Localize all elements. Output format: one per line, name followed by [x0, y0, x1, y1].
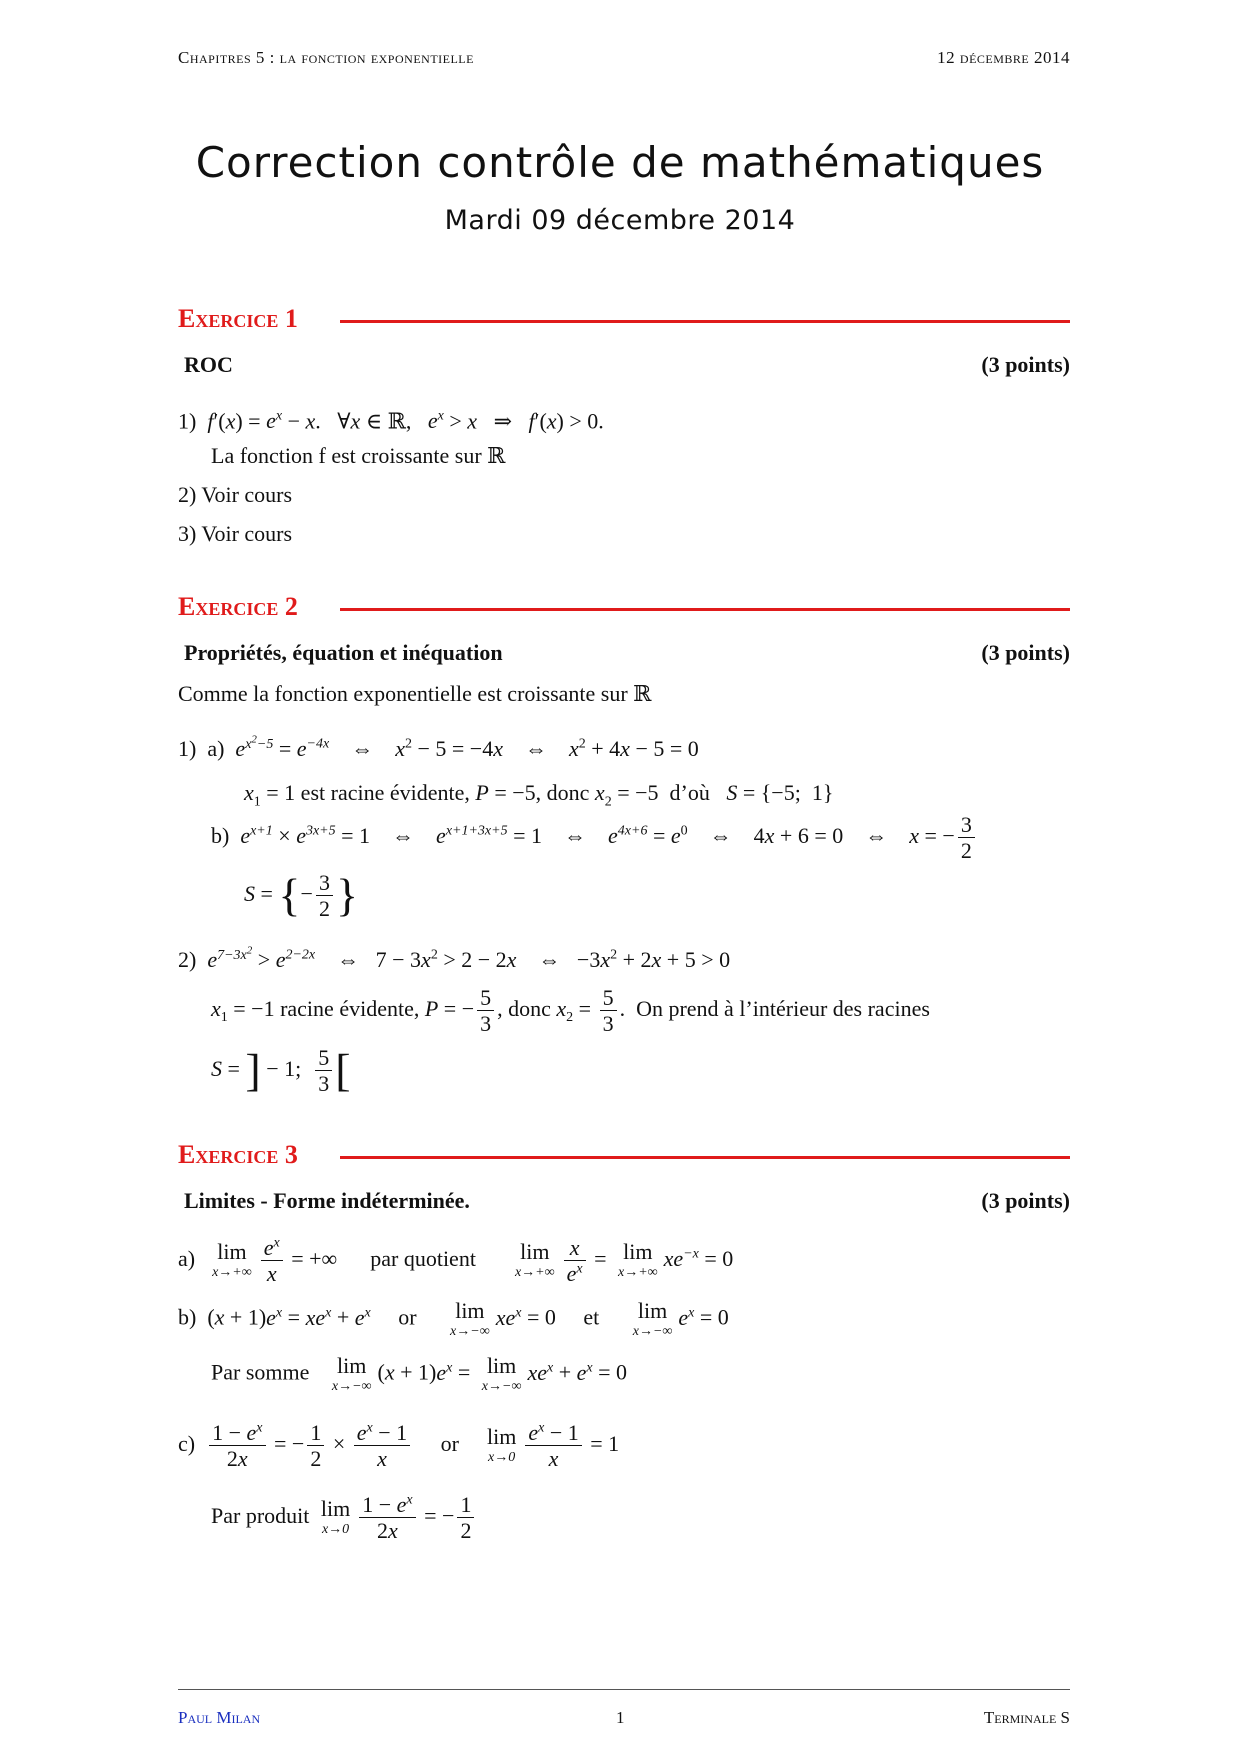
- exercise-2-heading: Exercice 2: [178, 592, 298, 621]
- exercise-3-rule: [340, 1156, 1070, 1159]
- ex3-b-somme: Par somme lim x→−∞ $(x + 1)e^x$ = lim x→−∞ $xe^x + e^x = 0$: [211, 1353, 628, 1394]
- ex2-2-inequation: 2) $e^{7-3x^2} > e^{2-2x}$ ⇔ $7 - 3x^2 > 2 - 2x$ ⇔ $-3x^2 + 2x + 5 > 0$: [178, 944, 731, 972]
- page-title: Correction contrôle de mathématiques: [195, 138, 1045, 187]
- footer-rule: [178, 1689, 1070, 1690]
- page-subtitle-date: Mardi 09 décembre 2014: [444, 205, 796, 236]
- exercise-2-rule: [340, 608, 1070, 611]
- ex3-a-limit: a) lim x→+∞ $\frac{e^x}{x}$ = +∞ par quotient lim x→+∞ $\frac{x}{e^x}$ = lim x→+∞ $xe^{-x} = 0$: [178, 1235, 734, 1287]
- exercise-3-heading: Exercice 3: [178, 1140, 298, 1169]
- header-date: 12 décembre 2014: [937, 48, 1070, 67]
- exercise-1-heading: Exercice 1: [178, 304, 298, 333]
- ex2-2-roots: $x_1 = -1$ racine évidente, P = − $\frac{5}{3}$ , donc $x_2$ = $\frac{5}{3}$ . On prend à l’intérieur des racines: [211, 985, 930, 1037]
- footer-author: Paul Milan: [178, 1708, 261, 1727]
- ex2-intro: Comme la fonction exponentielle est croissante sur ℝ: [178, 681, 652, 706]
- exercise-1-points: (3 points): [981, 352, 1070, 377]
- exercise-1-rule: [340, 320, 1070, 323]
- ex1-q1-conclusion: La fonction f est croissante sur ℝ: [211, 443, 506, 468]
- ex1-q3: 3) Voir cours: [178, 521, 293, 546]
- ex2-2-interior-note: On prend à l’intérieur des racines: [636, 995, 930, 1021]
- ex3-a-par-quotient: par quotient: [370, 1245, 476, 1271]
- exercise-3-points: (3 points): [981, 1188, 1070, 1213]
- ex2-1a-solution: $x_1 = 1$ est racine évidente, P = −5, donc $x_2 = -5$ d’où S = {−5; 1}: [244, 780, 834, 810]
- ex3-c-produit: Par produit lim x→0 $\frac{1 - e^x}{2x}$ = − $\frac{1}{2}$: [211, 1492, 477, 1544]
- ex3-c-expression: c) $\frac{1 - e^x}{2x}$ = − $\frac{1}{2}$ × $\frac{e^x - 1}{x}$ or lim x→0 $\frac{e^x - 1}{x}$ = 1: [178, 1420, 620, 1472]
- ex2-1b-equation: b) $e^{x+1} \times e^{3x+5} = 1$ ⇔ $e^{x+1+3x+5} = 1$ ⇔ $e^{4x+6} = e^0$ ⇔ 4x + 6 = 0 ⇔ x = − $\frac{3}{2}$: [211, 812, 978, 864]
- ex3-b-par-somme: Par somme: [211, 1359, 310, 1385]
- exercise-2-subtitle: Propriétés, équation et inéquation: [184, 640, 503, 665]
- exercise-1-subtitle: ROC: [184, 352, 233, 377]
- ex2-2-solution-set: S = ] − 1; $\frac{5}{3}$ [: [211, 1044, 351, 1097]
- header-chapter: Chapitres 5 : la fonction exponentielle: [178, 48, 474, 67]
- ex3-c-par-produit: Par produit: [211, 1502, 310, 1528]
- ex2-1b-solution-set: S = {− $\frac{3}{2}$ }: [244, 869, 359, 922]
- ex2-1a-equation: 1) a) $e^{x^2-5} = e^{-4x}$ ⇔ $x^2 - 5 = -4x$ ⇔ $x^2 + 4x - 5 = 0$: [178, 733, 699, 761]
- footer-page-number: 1: [616, 1708, 625, 1727]
- exercise-2-points: (3 points): [981, 640, 1070, 665]
- ex1-q1-formula: 1) $f'(x) = e^x - x$. ∀x ∈ ℝ, $e^x > x$ ⇒ f′(x) > 0.: [178, 408, 604, 434]
- ex1-q2: 2) Voir cours: [178, 482, 293, 507]
- footer-class: Terminale S: [983, 1708, 1070, 1727]
- ex3-b-expression: b) $(x + 1)e^x = xe^x + e^x$ or lim x→−∞ $xe^x = 0$ et lim x→−∞ $e^x = 0$: [178, 1298, 729, 1339]
- exercise-3-subtitle: Limites - Forme indéterminée.: [184, 1188, 470, 1213]
